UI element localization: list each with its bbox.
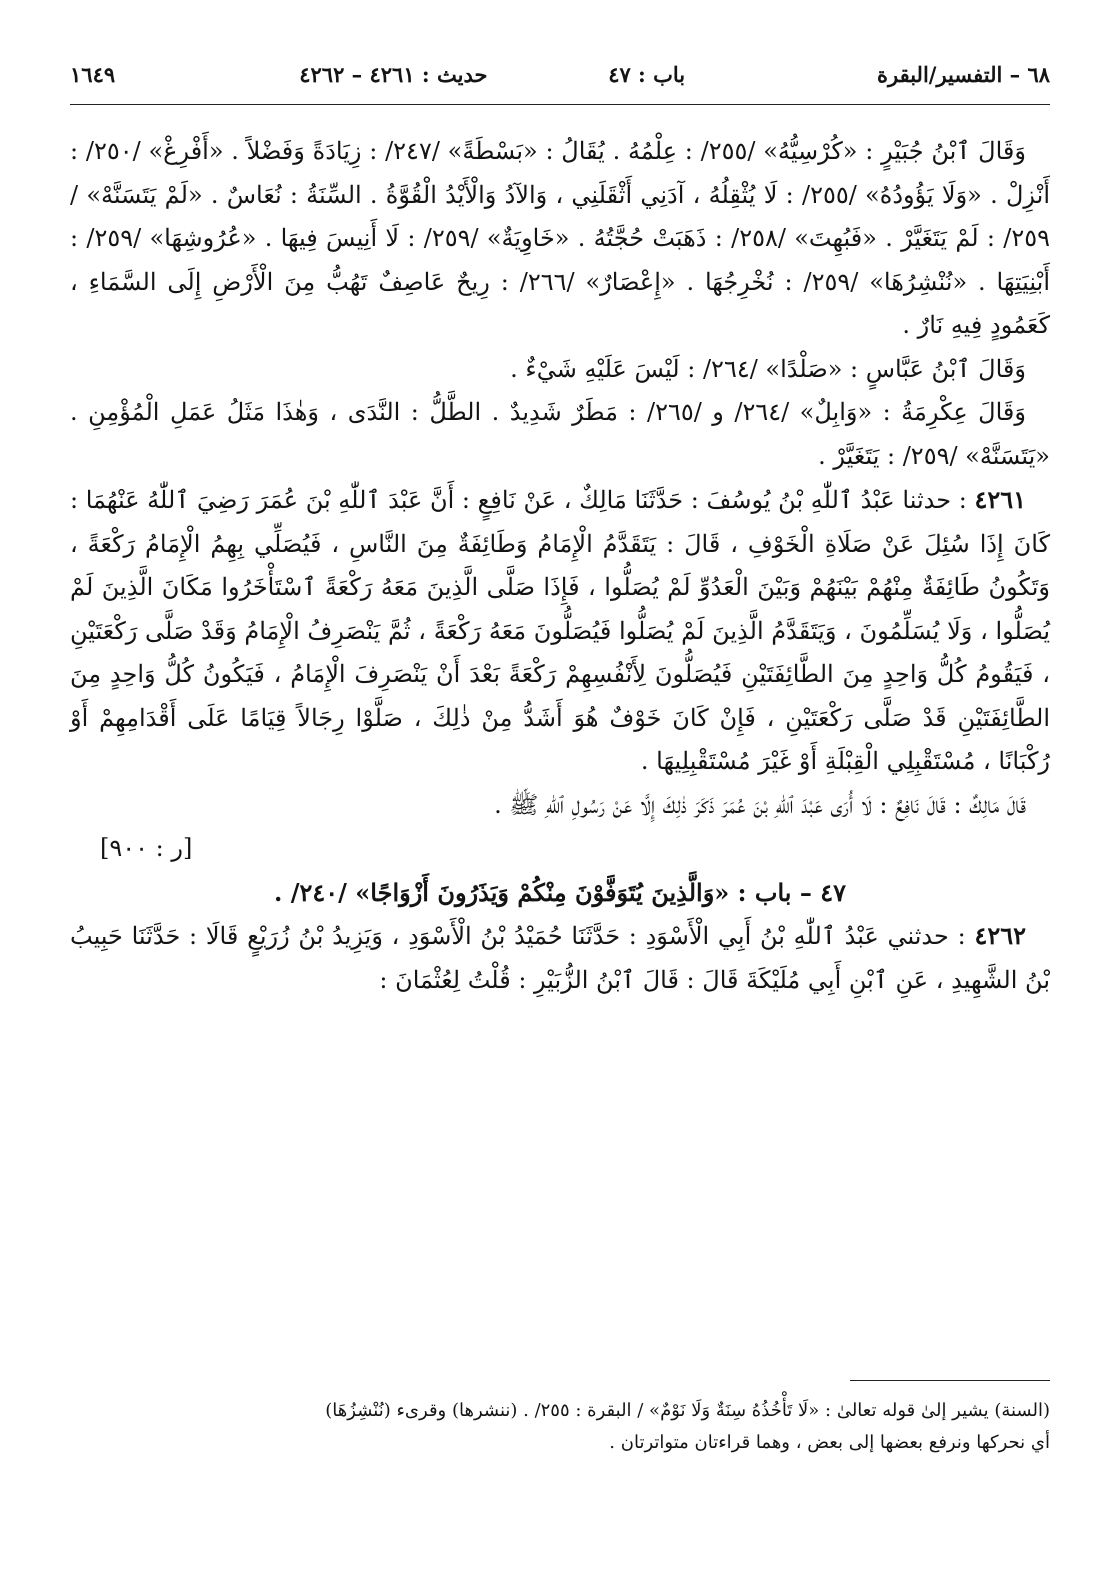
cross-reference: [ر : ٩٠٠]: [100, 834, 193, 862]
running-header: [70, 54, 1050, 94]
footnote-divider: [850, 1380, 1050, 1381]
page-number: ١٦٤٩: [70, 61, 116, 87]
footnote-line-1: (السنة) يشير إلىٰ قوله تعالىٰ : «لَا تَأْخُذُهُ سِنَةٌ وَلَا نَوْمٌ» / البقرة : ٢٥٥/ . (ننشرها) وقرىء (نُنْشِزُهَا): [325, 1400, 1050, 1421]
tafsir-ibn-jubayr-paragraph: وَقَالَ ٱبْنُ جُبَيْرٍ : «كُرْسِيُّهُ» /٢٥٥/ : عِلْمُهُ . يُقَالُ : «بَسْطَةً» /٢٤٧/ : زِيَادَةً وَفَضْلاً . «أَفْرِغْ» /٢٥٠/ : أَنْزِلْ . «وَلَا يَؤُودُهُ» /٢٥٥/ : لَا يُثْقِلُهُ ، آدَنِي أَثْقَلَنِي ، وَالآدُ وَالْأَيْدُ الْقُوَّةُ . السِّنَةُ : نُعَاسٌ . «لَمْ يَتَسَنَّهْ» /٢٥٩/ : لَمْ يَتَغَيَّرْ . «فَبُهِتَ» /٢٥٨/ : ذَهَبَتْ حُجَّتُهُ . «خَاوِيَةٌ» /٢٥٩/ : لَا أَنِيسَ فِيهَا . «عُرُوشِهَا» /٢٥٩/ : أَبْنِيَتِهَا . «نُنْشِرُهَا» /٢٥٩/ : نُخْرِجُهَا . «إِعْصَارٌ» /٢٦٦/ : رِيحٌ عَاصِفٌ تَهُبُّ مِنَ الْأَرْضِ إِلَى السَّمَاءِ ، كَعَمُودٍ فِيهِ نَارٌ .: [70, 137, 1050, 339]
malik-comment-paragraph: قَالَ مَالِكٌ : قَالَ نَافِعٌ : لَا أُرَى عَبْدَ ٱللّٰهِ بْنَ عُمَرَ ذَكَرَ ذٰلِكَ إِلَّا عَنْ رَسُولِ ٱللّٰهِ ﷺ .: [494, 790, 1026, 819]
footnote-line-2: أي نحركها ونرفع بعضها إلى بعض ، وهما قراءتان متواترتان .: [609, 1432, 1050, 1453]
chapter-title: ٦٨ – التفسير/البقرة: [877, 61, 1050, 87]
main-text: [70, 130, 1050, 1002]
hadith-text: : حدثنا عَبْدُ ٱللّٰهِ بْنُ يُوسُفَ : حَدَّثَنَا مَالِكٌ ، عَنْ نَافِعٍ : أَنَّ عَبْدَ ٱللّٰهِ بْنَ عُمَرَ رَضِيَ ٱللّٰهُ عَنْهُمَا : كَانَ إِذَا سُئِلَ عَنْ صَلَاةِ الْخَوْفِ ، قَالَ : يَتَقَدَّمُ الْإِمَامُ وَطَائِفَةٌ مِنَ النَّاسِ ، فَيُصَلِّي بِهِمُ الْإِمَامُ رَكْعَةً ، وَتَكُونُ طَائِفَةٌ مِنْهُمْ بَيْنَهُمْ وَبَيْنَ الْعَدُوِّ لَمْ يُصَلُّوا ، فَإِذَا صَلَّى الَّذِينَ مَعَهُ رَكْعَةً ٱسْتَأْخَرُوا مَكَانَ الَّذِينَ لَمْ يُصَلُّوا ، وَلَا يُسَلِّمُونَ ، وَيَتَقَدَّمُ الَّذِينَ لَمْ يُصَلُّوا فَيُصَلُّونَ مَعَهُ رَكْعَةً ، ثُمَّ يَنْصَرِفُ الْإِمَامُ وَقَدْ صَلَّى رَكْعَتَيْنِ ، فَيَقُومُ كُلُّ وَاحِدٍ مِنَ الطَّائِفَتَيْنِ فَيُصَلُّونَ لِأَنْفُسِهِمْ رَكْعَةً بَعْدَ أَنْ يَنْصَرِفَ الْإِمَامُ ، فَيَكُونُ كُلُّ وَاحِدٍ مِنَ الطَّائِفَتَيْنِ قَدْ صَلَّى رَكْعَتَيْنِ ، فَإِنْ كَانَ خَوْفٌ هُوَ أَشَدُّ مِنْ ذٰلِكَ ، صَلَّوْا رِجَالاً قِيَامًا عَلَى أَقْدَامِهِمْ أَوْ رُكْبَانًا ، مُسْتَقْبِلِي الْقِبْلَةِ أَوْ غَيْرَ مُسْتَقْبِلِيهَا .: [70, 486, 1050, 775]
hadith-4262-paragraph: [70, 914, 1050, 1002]
hadith-text: : حدثني عَبْدُ ٱللّٰهِ بْنُ أَبِي الْأَسْوَدِ : حَدَّثَنَا حُمَيْدُ بْنُ الْأَسْوَدِ ، وَيَزِيدُ بْنُ زُرَيْعٍ قَالَا : حَدَّثَنَا حَبِيبُ بْنُ الشَّهِيدِ ، عَنِ ٱبْنِ أَبِي مُلَيْكَةَ قَالَ : قَالَ ٱبْنُ الزُّبَيْرِ : قُلْتُ لِعُثْمَانَ :: [70, 922, 1050, 994]
hadith-4261-paragraph: [70, 478, 1050, 784]
bab-label: باب : ٤٧: [608, 61, 686, 87]
hadith-range: حديث : ٤٢٦١ – ٤٢٦٢: [299, 61, 488, 87]
hadith-number: ٤٢٦٢: [974, 921, 1026, 950]
header-divider: [70, 104, 1050, 105]
footnote: [70, 1395, 1050, 1459]
book-page: [70, 0, 1050, 1593]
tafsir-ibn-abbas-paragraph: وَقَالَ ٱبْنُ عَبَّاسٍ : «صَلْدًا» /٢٦٤/ : لَيْسَ عَلَيْهِ شَيْءٌ .: [510, 354, 1026, 383]
tafsir-ikrimah-paragraph: وَقَالَ عِكْرِمَةُ : «وَابِلٌ» /٢٦٤/ و /٢٦٥/ : مَطَرٌ شَدِيدٌ . الطَّلُّ : النَّدَى ، وَهٰذَا مَثَلُ عَمَلِ الْمُؤْمِنِ . «يَتَسَنَّهْ» /٢٥٩/ : يَتَغَيَّرْ .: [70, 398, 1050, 470]
bab-47-heading: ٤٧ – باب : «وَالَّذِينَ يُتَوَفَّوْنَ مِنْكُمْ وَيَذَرُونَ أَزْوَاجًا» /٢٤٠/ .: [274, 877, 846, 907]
hadith-number: ٤٢٦١: [974, 485, 1026, 514]
